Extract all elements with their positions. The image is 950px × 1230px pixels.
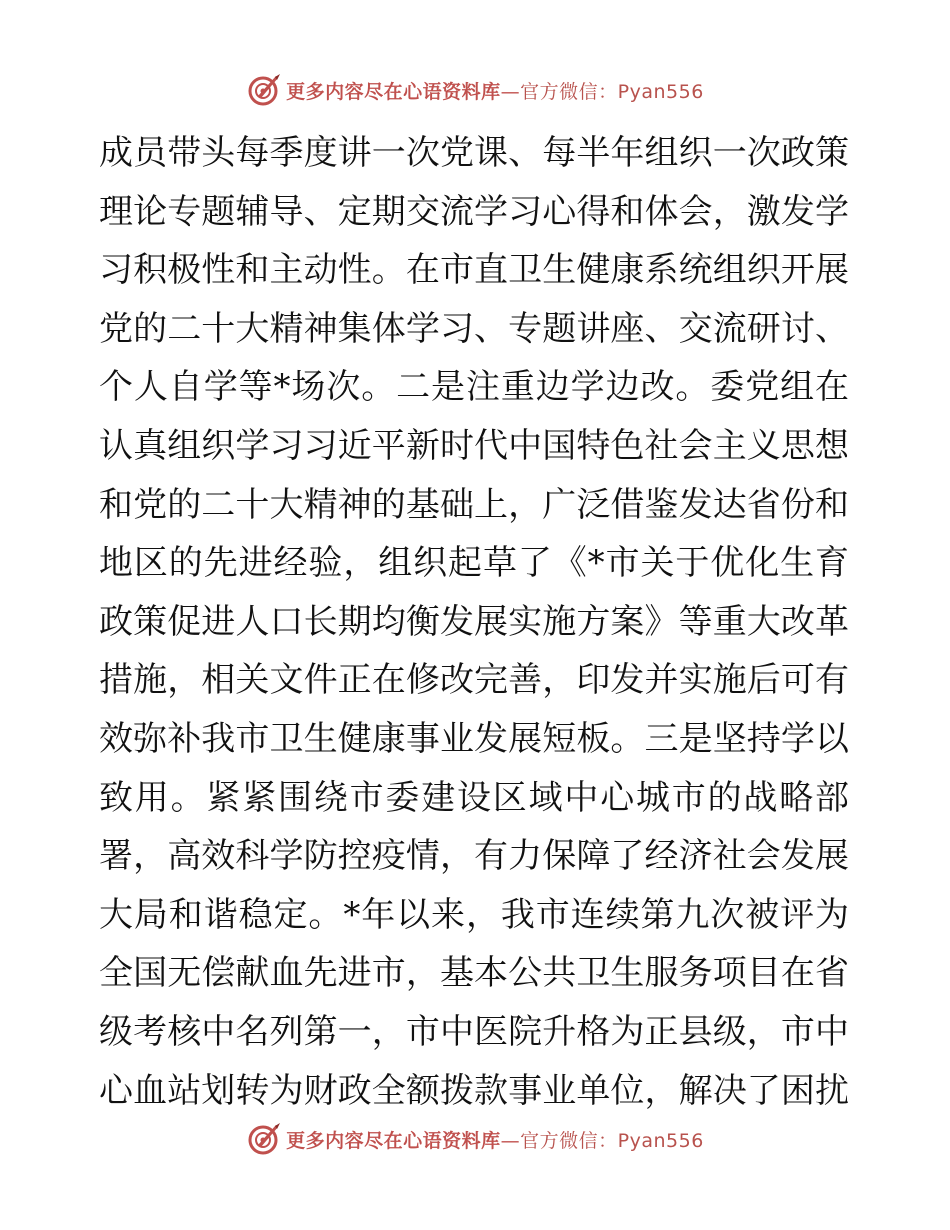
body-line: 政策促进人口长期均衡发展实施方案》等重大改革: [99, 601, 849, 642]
watermark-separator: —: [500, 80, 521, 103]
body-line: 个人自学等*场次。二是注重边学边改。委党组在: [99, 367, 849, 408]
body-line: 大局和谐稳定。*年以来，我市连续第九次被评为: [99, 894, 849, 935]
body-line: 全国无偿献血先进市，基本公共卫生服务项目在省: [99, 953, 849, 994]
body-line: 效弥补我市卫生健康事业发展短板。三是坚持学以: [99, 718, 849, 759]
body-line: 党的二十大精神集体学习、专题讲座、交流研讨、: [99, 308, 849, 349]
quill-seal-icon: [246, 72, 282, 108]
watermark-text: [286, 77, 704, 104]
body-line: 措施，相关文件正在修改完善，印发并实施后可有: [99, 660, 849, 701]
body-line: 和党的二十大精神的基础上，广泛借鉴发达省份和: [99, 484, 849, 525]
body-line: 致用。紧紧围绕市委建设区域中心城市的战略部: [99, 777, 849, 818]
body-line: 心血站划转为财政全额拨款事业单位，解决了困扰: [99, 1070, 849, 1111]
body-line: 理论专题辅导、定期交流学习心得和体会，激发学: [99, 191, 849, 232]
quill-seal-icon: [246, 1121, 282, 1157]
body-line: 地区的先进经验，组织起草了《*市关于优化生育: [99, 543, 849, 584]
watermark-text: [286, 1126, 704, 1153]
body-line: 署，高效科学防控疫情，有力保障了经济社会发展: [99, 836, 849, 877]
footer-watermark: [0, 1119, 950, 1159]
body-line: 成员带头每季度讲一次党课、每半年组织一次政策: [99, 133, 849, 173]
watermark-prefix: 更多内容尽在心语资料库: [286, 1129, 501, 1152]
watermark-suffix: 官方微信：Pyan556: [520, 1129, 704, 1152]
watermark-suffix: 官方微信：Pyan556: [520, 80, 704, 103]
watermark-prefix: 更多内容尽在心语资料库: [286, 80, 501, 103]
body-line: 认真组织学习习近平新时代中国特色社会主义思想: [99, 425, 849, 466]
body-line: 级考核中名列第一，市中医院升格为正县级，市中: [99, 1011, 849, 1052]
document-body: [99, 124, 849, 1120]
body-line: 习积极性和主动性。在市直卫生健康系统组织开展: [99, 250, 849, 291]
watermark-separator: —: [500, 1129, 521, 1152]
header-watermark: [0, 70, 950, 110]
